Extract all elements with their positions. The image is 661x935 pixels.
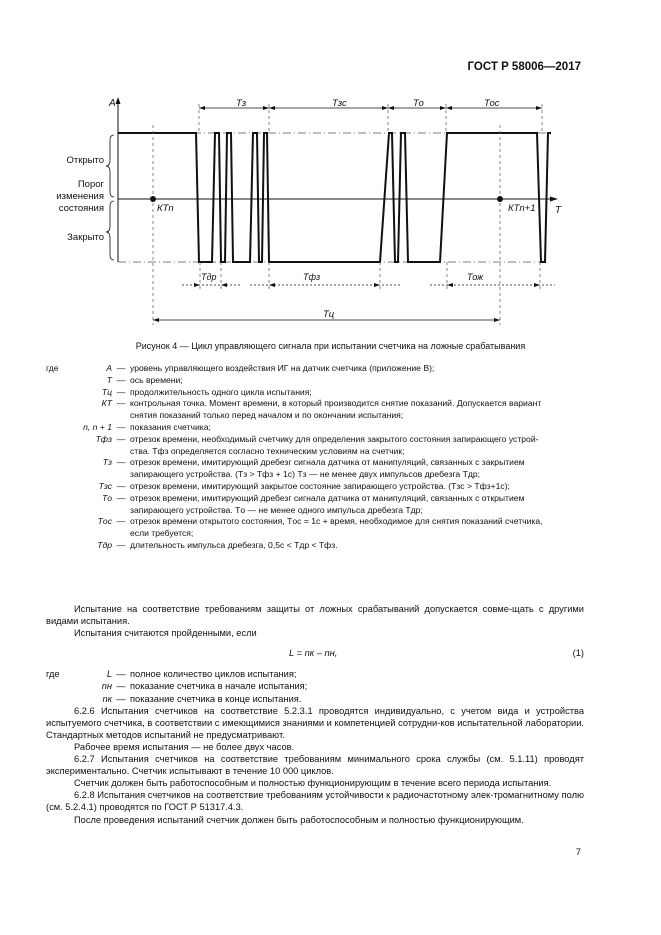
signal-timing-diagram [0,0,661,340]
paragraph: Счетчик должен быть работоспособным и полностью функционирующим в течение всего периода испытания. [74,778,552,789]
formula-1 [46,647,584,659]
legend-row: Tо — отрезок времени, имитирующий дребезг сигнала датчика от манипуляций, связанных с открытием [101,492,525,503]
legend-row: запирающего устройства. Tо — не менее одного импульса дребезга Tдр; [130,504,423,515]
legend-where: где [46,363,59,373]
figure-caption: Рисунок 4 — Цикл управляющего сигнала при испытании счетчика на ложные срабатывания [135,341,526,351]
legend-row: снятия показаний только перед началом и по окончании испытания; [130,410,404,421]
control-point-n [150,196,156,202]
legend-row: если требуется; [130,528,194,539]
paragraph-6-2-8: 6.2.8 Испытания счетчиков на соответствие требованиям устойчивости к радиочастотному элек-тромагнитному полю (см. 5.2.4.1) проводятся по ГОСТ Р 51317.4.3. [46,790,584,813]
legend-row: n, n + 1 — показания счетчика; [83,421,211,432]
variable-row: nк — показание счетчика в конце испытания. [102,693,302,704]
legend-row: запирающего устройства. (Tз > Tфз + 1с) Tз — не менее двух импульсов дребезга Tдр; [130,469,481,480]
legend-row: ства. Tфз определяется согласно техническим условиям на счетчик; [130,445,405,456]
guide-lines [153,104,542,325]
axis-a-label: A [109,98,116,109]
formula-number: (1) [572,648,584,659]
body-text [46,603,584,826]
threshold-label-1: Порог [77,179,104,190]
label-tz: Тз [236,98,247,109]
level-closed-label: Закрыто [67,232,104,243]
label-to: То [413,98,424,109]
document-header: ГОСТ Р 58006—2017 [467,61,581,73]
vars-where: где [46,669,60,680]
legend-row: где A — уровень управляющего воздействия ИГ на датчик счетчика (приложение В); [46,363,435,373]
closed-brace [106,201,114,260]
page-number: 7 [575,847,581,858]
legend-row: Tц — продолжительность одного цикла испытания; [101,386,312,397]
figure-legend [46,363,591,552]
paragraph: После проведения испытаний счетчик должен быть работоспособным и полностью функционирующим. [74,814,524,825]
paragraph: Рабочее время испытания — не более двух часов. [74,741,295,752]
legend-row: Tз — отрезок времени, имитирующий дребезг сигнала датчика от манипуляций, связанных с закрытием [102,457,525,468]
formula-expression: L = nк – nн, [289,648,338,659]
label-tzs: Тзс [332,98,347,109]
control-point-n1 [497,196,503,202]
axis-a-arrow [116,97,121,104]
paragraph: Испытание на соответствие требованиям защиты от ложных срабатываний допускается совме-щать с другими видами испытания. [46,604,584,627]
level-open-label: Открыто [66,155,104,166]
open-brace [106,135,114,197]
label-tos: Тос [484,98,500,109]
legend-row: Tдр — длительность импульса дребезга, 0,5с < Tдр < Tфз. [97,539,338,550]
label-kt-n: КТn [157,203,174,214]
label-tdr: Тдр [201,272,217,282]
axis-t-arrow [550,197,558,202]
variable-row: nн — показание счетчика в начале испытания; [101,681,308,692]
label-tfz: Тфз [303,272,321,282]
legend-row: Tос — отрезок времени открытого состояния, Tос = 1с + время, необходимое для снятия показаний счетчика, [97,516,543,527]
legend-row: Tфз — отрезок времени, необходимый счетчику для определения закрытого состояния запирающего устрой- [95,433,539,444]
paragraph-6-2-6: 6.2.6 Испытания счетчиков на соответствие 5.2.3.1 проводятся индивидуально, с учетом вида и устройства испытуемого счетчика, в соответствии с имеющимися знаниями и компетенцией сотрудни-ков испытательной лаборатории. Стандартных методов испытаний не предусматривают. [46,705,584,740]
label-kt-n1: КТn+1 [508,203,536,214]
legend-row: КТ — контрольная точка. Момент времени, в который производится снятие показаний. Допускается вариант [101,398,542,409]
paragraph: Испытания считаются пройденными, если [74,628,257,639]
threshold-label-2: изменения [56,191,104,202]
variable-row: где L — полное количество циклов испытания; [46,669,297,680]
axis-t-label: T [555,205,562,216]
signal-waveform [118,133,551,262]
label-tc: Тц [323,309,335,320]
legend-row: T — ось времени; [106,374,183,385]
legend-row: Tзс — отрезок времени, имитирующий закрытое состояние запирающего устройства. (Tзс > Tфз+1с); [98,480,510,491]
label-tok: Тож [467,272,484,282]
paragraph-6-2-7: 6.2.7 Испытания счетчиков на соответствие требованиям минимального срока службы (см. 5.1.11) проводят экспериментально. Счетчик испытывают в течение 10 000 циклов. [46,754,584,777]
threshold-label-3: состояния [58,203,104,214]
